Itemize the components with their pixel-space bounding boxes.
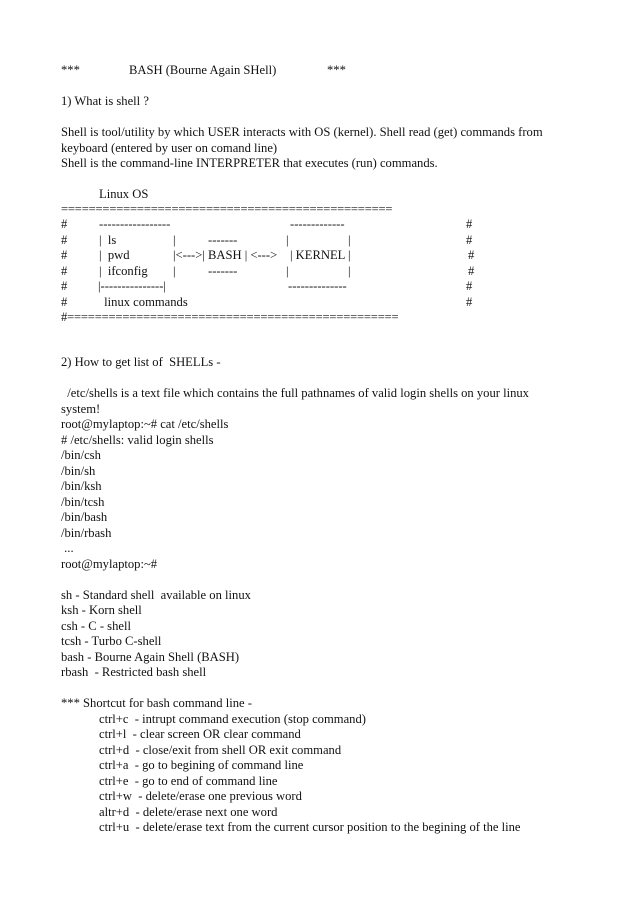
shortcuts-heading: *** Shortcut for bash command line -: [61, 696, 252, 710]
title-stars-right: ***: [327, 63, 346, 77]
list-item: ctrl+e - go to end of command line: [99, 774, 278, 788]
list-item: tcsh - Turbo C-shell: [61, 634, 162, 648]
list-item: rbash - Restricted bash shell: [61, 665, 207, 679]
section1-para1-line1: Shell is tool/utility by which USER interacts with OS (kernel). Shell read (get) commands from: [61, 125, 543, 139]
section2-desc-line1: /etc/shells is a text file which contains the full pathnames of valid login shells on your linux: [61, 386, 529, 400]
diagram-row: # |---------------| -------------- #: [61, 279, 473, 293]
diagram-row: # linux commands #: [61, 295, 473, 309]
list-item: ctrl+c - intrupt command execution (stop command): [99, 712, 366, 726]
terminal-line: /bin/bash: [61, 510, 108, 524]
terminal-line: /bin/ksh: [61, 479, 102, 493]
diagram-caption: Linux OS: [99, 187, 149, 201]
list-item: csh - C - shell: [61, 619, 131, 633]
diagram-row: # | pwd |<--->| BASH | <---> | KERNEL | #: [61, 248, 475, 262]
section2-heading: 2) How to get list of SHELLs -: [61, 355, 221, 369]
list-item: altr+d - delete/erase next one word: [99, 805, 278, 819]
terminal-line: # /etc/shells: valid login shells: [61, 433, 214, 447]
list-item: ctrl+a - go to begining of command line: [99, 758, 304, 772]
section1-para2: Shell is the command-line INTERPRETER that executes (run) commands.: [61, 156, 438, 170]
diagram-border-top: ================================================: [61, 202, 393, 216]
list-item: ctrl+u - delete/erase text from the current cursor position to the begining of the line: [99, 820, 521, 834]
diagram-row: # | ifconfig | ------- | | #: [61, 264, 475, 278]
list-item: bash - Bourne Again Shell (BASH): [61, 650, 240, 664]
section2-desc-line2: system!: [61, 402, 101, 416]
list-item: ctrl+w - delete/erase one previous word: [99, 789, 302, 803]
section1-heading: 1) What is shell ?: [61, 94, 149, 108]
list-item: ctrl+l - clear screen OR clear command: [99, 727, 301, 741]
terminal-line: root@mylaptop:~# cat /etc/shells: [61, 417, 229, 431]
page-title: BASH (Bourne Again SHell): [129, 63, 277, 77]
section1-para1-line2: keyboard (entered by user on comand line): [61, 141, 278, 155]
terminal-line: /bin/csh: [61, 448, 101, 462]
title-stars-left: ***: [61, 63, 80, 77]
terminal-line: /bin/sh: [61, 464, 96, 478]
linux-os-diagram: [61, 202, 476, 326]
diagram-row: # | ls | ------- | | #: [61, 233, 473, 247]
terminal-line: /bin/rbash: [61, 526, 112, 540]
terminal-line: ...: [61, 541, 74, 555]
diagram-border-bottom: #================================================: [61, 310, 399, 324]
terminal-line: root@mylaptop:~#: [61, 557, 158, 571]
terminal-line: /bin/tcsh: [61, 495, 105, 509]
list-item: ctrl+d - close/exit from shell OR exit command: [99, 743, 342, 757]
list-item: ksh - Korn shell: [61, 603, 142, 617]
diagram-row: # ----------------- ------------- #: [61, 217, 473, 231]
list-item: sh - Standard shell available on linux: [61, 588, 251, 602]
